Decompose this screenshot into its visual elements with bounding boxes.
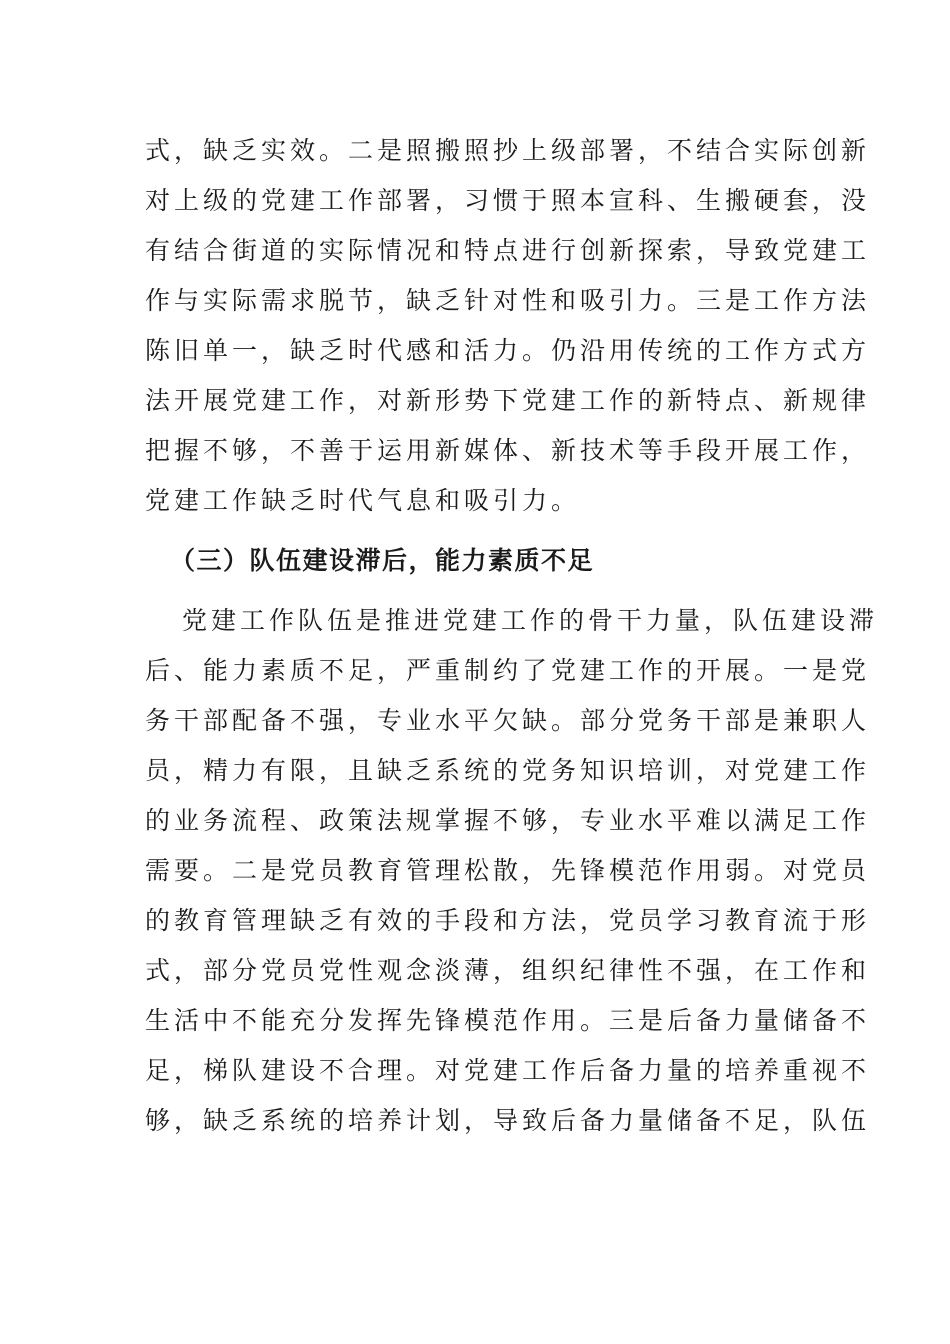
paragraph-2-line-1: 党建工作队伍是推进党建工作的骨干力量，队伍建设滞 bbox=[182, 606, 879, 635]
paragraph-1-line-5: 陈旧单一，缺乏时代感和活力。仍沿用传统的工作方式方 bbox=[145, 336, 871, 365]
paragraph-1-line-6: 法开展党建工作，对新形势下党建工作的新特点、新规律 bbox=[145, 386, 871, 415]
paragraph-1-line-1: 式，缺乏实效。二是照搬照抄上级部署，不结合实际创新 bbox=[145, 136, 871, 165]
paragraph-2-line-9: 生活中不能充分发挥先锋模范作用。三是后备力量储备不 bbox=[145, 1006, 871, 1035]
paragraph-1-line-4: 作与实际需求脱节，缺乏针对性和吸引力。三是工作方法 bbox=[145, 286, 871, 315]
paragraph-2-line-4: 员，精力有限，且缺乏系统的党务知识培训，对党建工作 bbox=[145, 756, 871, 785]
paragraph-2-line-2: 后、能力素质不足，严重制约了党建工作的开展。一是党 bbox=[145, 656, 871, 685]
paragraph-2-line-10: 足，梯队建设不合理。对党建工作后备力量的培养重视不 bbox=[145, 1056, 871, 1085]
section-heading-3: （三）队伍建设滞后，能力素质不足 bbox=[170, 546, 595, 575]
paragraph-2-line-8: 式，部分党员党性观念淡薄，组织纪律性不强，在工作和 bbox=[145, 956, 871, 985]
paragraph-1-line-2: 对上级的党建工作部署，习惯于照本宣科、生搬硬套，没 bbox=[145, 186, 871, 215]
paragraph-2-line-5: 的业务流程、政策法规掌握不够，专业水平难以满足工作 bbox=[145, 806, 871, 835]
paragraph-2-line-7: 的教育管理缺乏有效的手段和方法，党员学习教育流于形 bbox=[145, 906, 871, 935]
paragraph-2-line-6: 需要。二是党员教育管理松散，先锋模范作用弱。对党员 bbox=[145, 856, 871, 885]
paragraph-1-line-7: 把握不够，不善于运用新媒体、新技术等手段开展工作， bbox=[145, 436, 871, 465]
paragraph-1-line-3: 有结合街道的实际情况和特点进行创新探索，导致党建工 bbox=[145, 236, 871, 265]
paragraph-2-line-11: 够，缺乏系统的培养计划，导致后备力量储备不足，队伍 bbox=[145, 1106, 871, 1135]
paragraph-2-line-3: 务干部配备不强，专业水平欠缺。部分党务干部是兼职人 bbox=[145, 706, 871, 735]
paragraph-1-line-8: 党建工作缺乏时代气息和吸引力。 bbox=[145, 486, 581, 515]
